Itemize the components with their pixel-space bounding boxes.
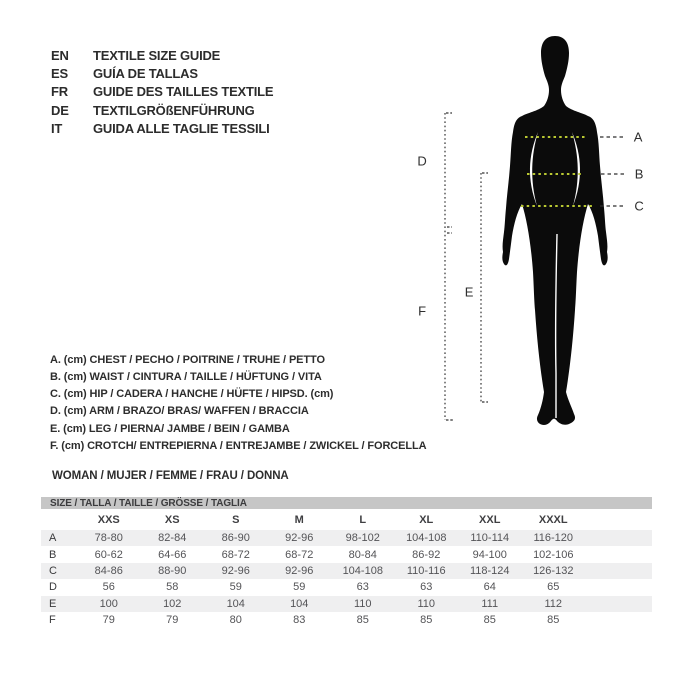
language-row-es — [51, 64, 273, 82]
size-table-header-bar: SIZE / TALLA / TAILLE / GRÖSSE / TAGLIA — [41, 497, 652, 509]
size-cell: 118-124 — [458, 563, 522, 579]
size-cell: 112 — [522, 596, 586, 612]
size-cell: 111 — [458, 596, 522, 612]
size-cell: 85 — [356, 614, 369, 627]
size-cell: 59 — [229, 581, 242, 594]
legend-line-c: C. (cm) HIP / CADERA / HANCHE / HÜFTE / HIPSD. (cm) — [50, 388, 334, 401]
size-table — [41, 497, 652, 628]
language-row-it — [51, 120, 273, 138]
size-cell: 102-106 — [533, 548, 574, 561]
size-cell: 94-100 — [472, 548, 507, 561]
size-col-header: XS — [164, 513, 180, 526]
size-cell: 98-102 — [331, 530, 395, 546]
size-cell: 102 — [141, 596, 205, 612]
language-code: EN — [51, 47, 69, 63]
size-cell: 56 — [102, 581, 115, 594]
language-code: IT — [51, 121, 63, 137]
size-cell: 92-96 — [268, 530, 332, 546]
size-grid — [41, 509, 652, 628]
row-filler — [585, 563, 652, 579]
size-cell: 100 — [77, 596, 141, 612]
row-filler — [585, 612, 652, 628]
size-cell: 68-72 — [285, 548, 314, 561]
body-measurement-diagram — [410, 28, 660, 432]
size-cell: 64-66 — [158, 548, 187, 561]
size-cell: 110 — [395, 596, 459, 612]
size-cell: 63 — [356, 581, 369, 594]
row-filler — [585, 546, 652, 562]
language-row-de — [51, 101, 273, 119]
legend-line-b: B. (cm) WAIST / CINTURA / TAILLE / HÜFTUNG / VITA — [50, 370, 322, 383]
size-cell: 68-72 — [221, 548, 250, 561]
language-title: TEXTILE SIZE GUIDE — [93, 47, 221, 63]
row-filler — [585, 530, 652, 546]
size-cell: 110 — [331, 596, 395, 612]
language-title: TEXTILGRÖßENFÜHRUNG — [93, 102, 255, 118]
language-row-fr — [51, 83, 273, 101]
legend-line-e: E. (cm) LEG / PIERNA/ JAMBE / BEIN / GAMBA — [50, 422, 290, 435]
size-col-header: S — [232, 513, 240, 526]
size-grid-corner — [41, 509, 77, 530]
size-cell: 85 — [420, 614, 433, 627]
row-label: D — [49, 581, 57, 594]
measure-label-c: C — [634, 198, 644, 214]
size-cell: 59 — [293, 581, 306, 594]
row-filler — [585, 596, 652, 612]
legend-line-d: D. (cm) ARM / BRAZO/ BRAS/ WAFFEN / BRACCIA — [50, 405, 309, 418]
row-label: A — [41, 530, 77, 546]
size-cell: 110-114 — [458, 530, 522, 546]
language-code: FR — [51, 84, 68, 100]
size-cell: 92-96 — [268, 563, 332, 579]
language-list — [51, 46, 273, 138]
size-cell: 85 — [483, 614, 496, 627]
size-cell: 88-90 — [141, 563, 205, 579]
woman-silhouette-icon — [410, 28, 660, 432]
size-cell: 82-84 — [141, 530, 205, 546]
measurement-legend — [50, 351, 426, 455]
row-filler — [585, 579, 652, 595]
language-title: GUÍA DE TALLAS — [93, 66, 198, 82]
size-cell: 86-90 — [204, 530, 268, 546]
row-label: F — [49, 614, 56, 627]
size-cell: 79 — [166, 614, 179, 627]
size-cell: 110-116 — [395, 563, 459, 579]
measure-label-d: D — [417, 153, 427, 169]
size-cell: 84-86 — [77, 563, 141, 579]
legend-line-a: A. (cm) CHEST / PECHO / POITRINE / TRUHE / PETTO — [50, 353, 325, 366]
language-title: GUIDE DES TAILLES TEXTILE — [93, 84, 274, 100]
table-group-title: WOMAN / MUJER / FEMME / FRAU / DONNA — [52, 470, 289, 482]
size-cell: 83 — [293, 614, 306, 627]
size-cell: 104-108 — [395, 530, 459, 546]
language-row-en — [51, 46, 273, 64]
row-label: C — [41, 563, 77, 579]
size-col-header: XL — [419, 513, 434, 526]
size-cell: 60-62 — [94, 548, 123, 561]
size-cell: 92-96 — [204, 563, 268, 579]
size-cell: 104-108 — [331, 563, 395, 579]
size-cell: 104 — [204, 596, 268, 612]
size-col-header: L — [359, 513, 367, 526]
size-cell: 65 — [547, 581, 560, 594]
size-cell: 104 — [268, 596, 332, 612]
size-col-header: M — [294, 513, 304, 526]
size-cell: 78-80 — [77, 530, 141, 546]
size-cell: 86-92 — [412, 548, 441, 561]
measure-label-b: B — [634, 166, 644, 182]
size-cell: 79 — [102, 614, 115, 627]
size-cell: 80-84 — [348, 548, 377, 561]
language-code: ES — [51, 66, 68, 82]
row-label: B — [49, 548, 57, 561]
size-cell: 85 — [547, 614, 560, 627]
language-title: GUIDA ALLE TAGLIE TESSILI — [93, 121, 270, 137]
size-cell: 58 — [166, 581, 179, 594]
size-cell: 116-120 — [522, 530, 586, 546]
row-label: E — [41, 596, 77, 612]
size-cell: 126-132 — [522, 563, 586, 579]
size-col-header: XXXL — [538, 513, 568, 526]
measure-label-a: A — [633, 129, 643, 145]
language-code: DE — [51, 102, 69, 118]
size-col-header: XXS — [97, 513, 120, 526]
size-cell: 80 — [229, 614, 242, 627]
size-col-header: XXL — [479, 513, 501, 526]
size-grid-filler — [585, 509, 652, 530]
measure-label-f: F — [418, 303, 426, 319]
measure-label-e: E — [464, 284, 474, 300]
size-cell: 63 — [420, 581, 433, 594]
size-cell: 64 — [483, 581, 496, 594]
legend-line-f: F. (cm) CROTCH/ ENTREPIERNA / ENTREJAMBE / ZWICKEL / FORCELLA — [50, 439, 427, 452]
